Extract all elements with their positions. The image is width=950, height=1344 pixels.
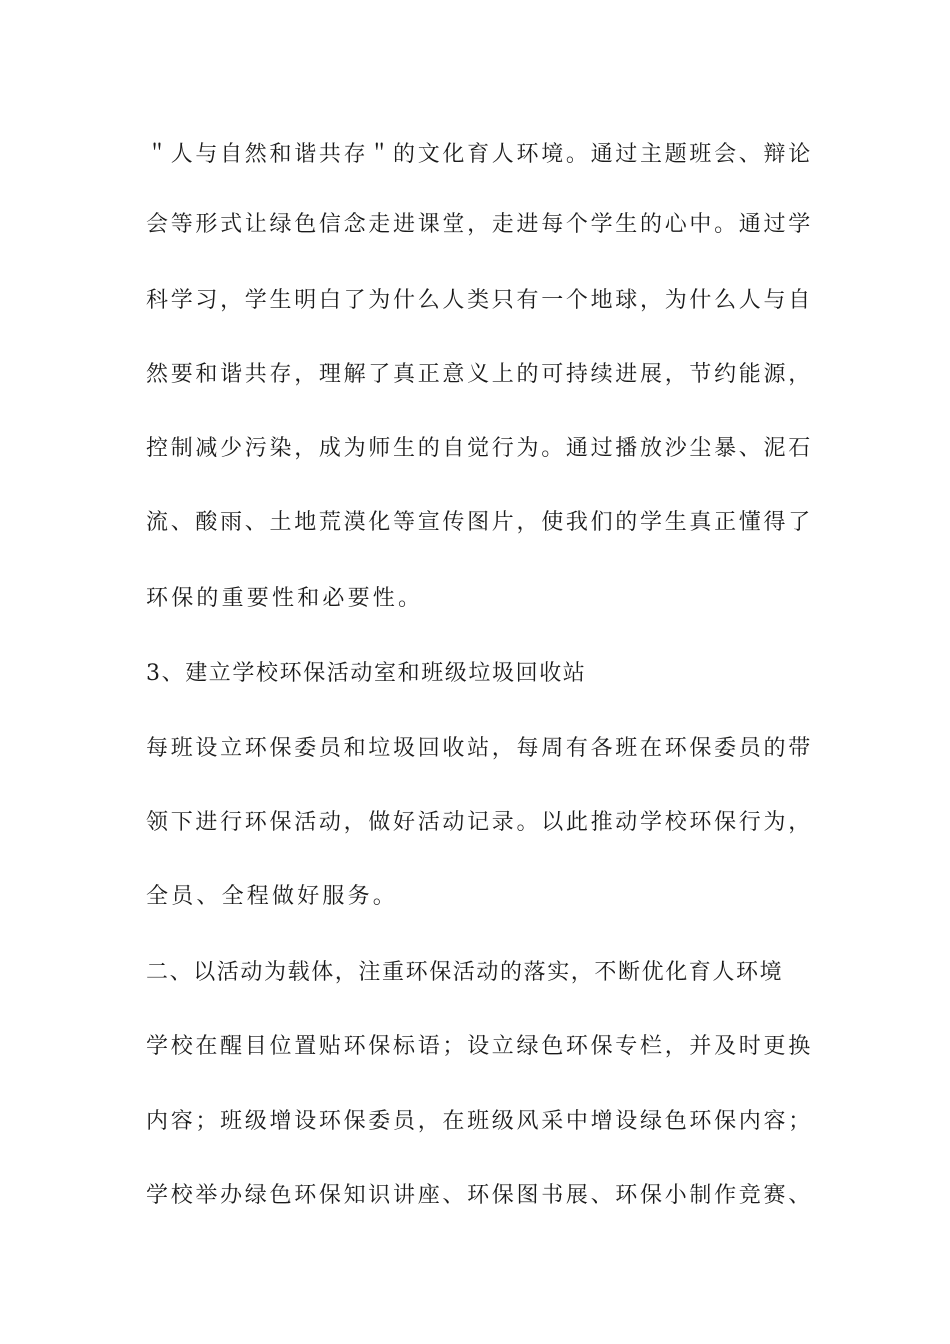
- paragraph-line-7: 环保的重要性和必要性。: [146, 586, 424, 611]
- paragraph-line-11: 学校在醒目位置贴环保标语；设立绿色环保专栏，并及时更换: [146, 1034, 813, 1059]
- paragraph-line-5: 控制减少污染，成为师生的自觉行为。通过播放沙尘暴、泥石: [146, 436, 813, 461]
- paragraph-line-10: 全员、全程做好服务。: [146, 884, 399, 909]
- paragraph-line-2: 会等形式让绿色信念走进课堂，走进每个学生的心中。通过学: [146, 212, 813, 237]
- paragraph-line-1: ＂人与自然和谐共存＂的文化育人环境。通过主题班会、辩论: [146, 142, 813, 167]
- paragraph-line-4: 然要和谐共存，理解了真正意义上的可持续进展，节约能源，: [146, 362, 813, 387]
- paragraph-line-6: 流、酸雨、土地荒漠化等宣传图片，使我们的学生真正懂得了: [146, 510, 813, 535]
- paragraph-line-9: 领下进行环保活动，做好活动记录。以此推动学校环保行为，: [146, 810, 813, 835]
- section-heading-3: 3、建立学校环保活动室和班级垃圾回收站: [146, 661, 587, 686]
- paragraph-line-13: 学校举办绿色环保知识讲座、环保图书展、环保小制作竞赛、: [146, 1183, 813, 1208]
- paragraph-line-3: 科学习，学生明白了为什么人类只有一个地球，为什么人与自: [146, 288, 813, 313]
- paragraph-line-8: 每班设立环保委员和垃圾回收站，每周有各班在环保委员的带: [146, 736, 813, 761]
- section-heading-2: 二、以活动为载体，注重环保活动的落实，不断优化育人环境: [146, 960, 784, 985]
- paragraph-line-12: 内容；班级增设环保委员，在班级风采中增设绿色环保内容；: [146, 1109, 813, 1134]
